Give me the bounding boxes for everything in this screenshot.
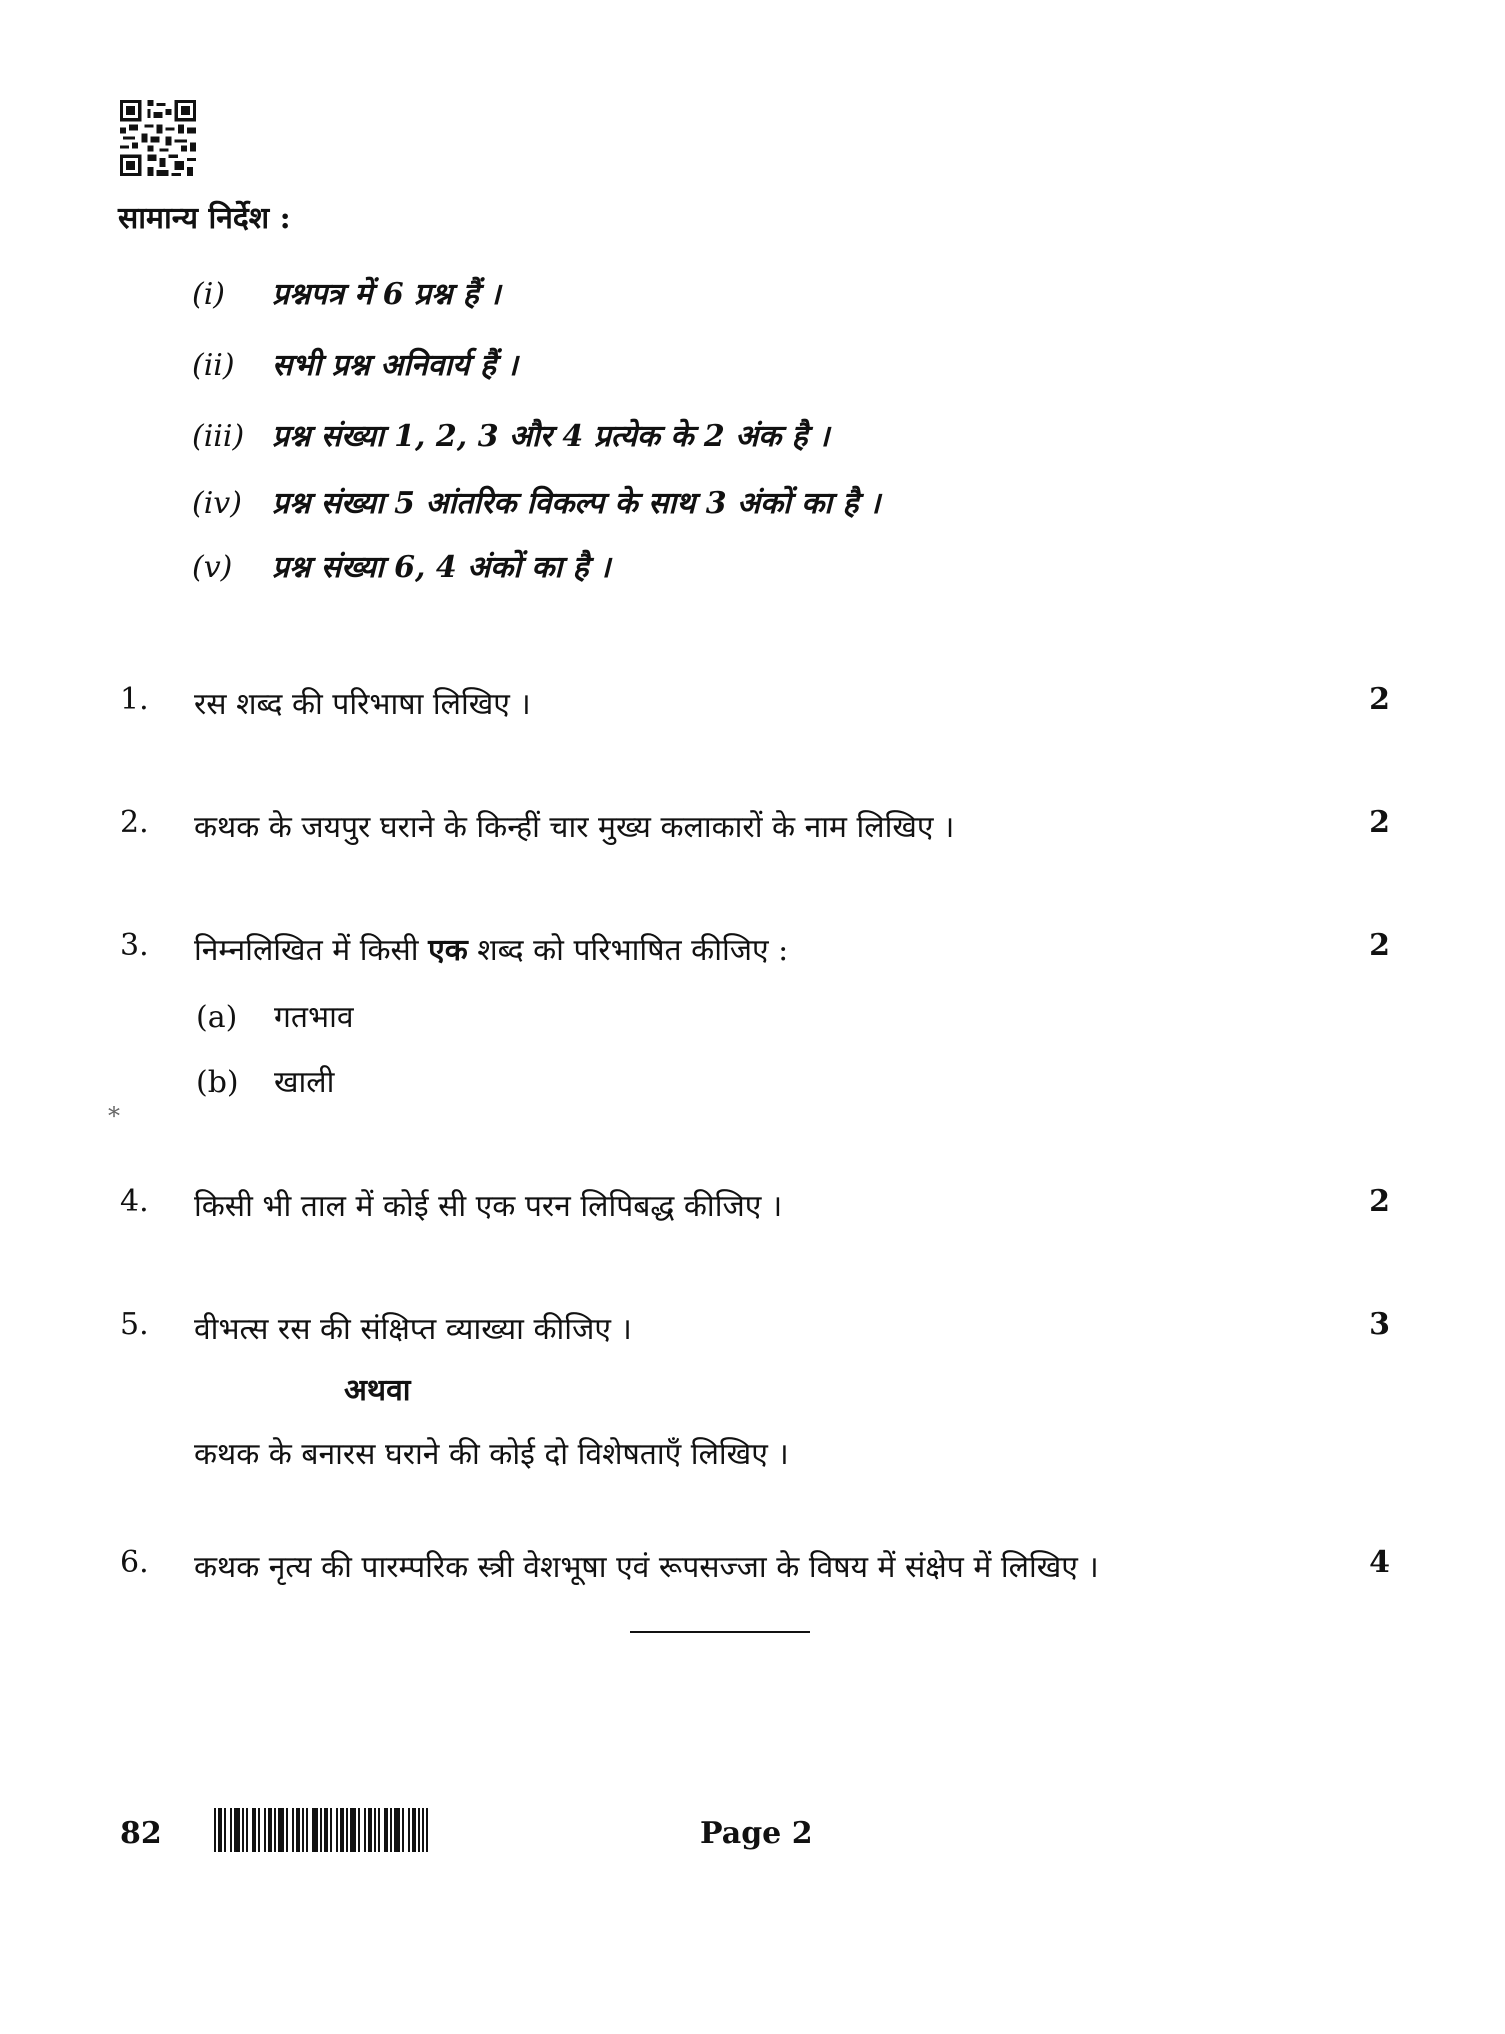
instruction-number: (ii) xyxy=(192,348,235,383)
instruction-number: (v) xyxy=(192,550,233,585)
instruction-item xyxy=(192,545,610,586)
question-number: 6. xyxy=(120,1545,149,1580)
instruction-number: (i) xyxy=(192,277,226,312)
question-number: 5. xyxy=(120,1307,149,1342)
instruction-item xyxy=(192,272,501,313)
instruction-text: प्रश्न संख्या 5 आंतरिक विकल्प के साथ 3 अंकों का है । xyxy=(272,486,881,521)
instruction-item xyxy=(192,481,880,522)
paper-code: 82 xyxy=(120,1816,162,1851)
question-5 xyxy=(120,1307,1390,1351)
margin-star-mark: * xyxy=(108,1102,120,1130)
option-label: (b) xyxy=(196,1065,239,1100)
instruction-emphasis: सभी xyxy=(272,348,322,383)
question-1 xyxy=(120,682,1390,726)
question-2 xyxy=(120,805,1390,849)
question-marks: 2 xyxy=(1369,928,1390,963)
instruction-item xyxy=(192,414,829,455)
question-text: रस शब्द की परिभाषा लिखिए । xyxy=(194,687,531,722)
question-text: वीभत्स रस की संक्षिप्त व्याख्या कीजिए । xyxy=(194,1312,632,1347)
page-number: Page 2 xyxy=(700,1816,813,1851)
question-text: निम्नलिखित में किसी एक शब्द को परिभाषित कीजिए : xyxy=(194,933,789,968)
option-a xyxy=(196,995,354,1036)
end-of-paper-rule xyxy=(630,1631,810,1633)
general-instructions-heading: सामान्य निर्देश : xyxy=(118,201,291,236)
question-marks: 2 xyxy=(1369,805,1390,840)
question-4 xyxy=(120,1184,1390,1228)
alternative-question-text: कथक के बनारस घराने की कोई दो विशेषताएँ लिखिए । xyxy=(194,1437,789,1472)
question-3 xyxy=(120,928,1390,972)
barcode-icon xyxy=(214,1808,428,1852)
instruction-number: (iv) xyxy=(192,486,242,521)
instruction-item xyxy=(192,343,518,384)
question-emphasis: एक xyxy=(428,933,468,968)
instruction-text: प्रश्न अनिवार्य हैं । xyxy=(321,348,518,383)
question-marks: 2 xyxy=(1369,682,1390,717)
question-text: कथक नृत्य की पारम्परिक स्त्री वेशभूषा एवं रूपसज्जा के विषय में संक्षेप में लिखिए । xyxy=(194,1550,1099,1585)
question-number: 1. xyxy=(120,682,149,717)
question-marks: 3 xyxy=(1369,1307,1390,1342)
instruction-text: प्रश्न संख्या 1, 2, 3 और 4 प्रत्येक के 2 अंक है । xyxy=(272,419,830,454)
instruction-text: प्रश्नपत्र में 6 प्रश्न हैं । xyxy=(272,277,501,312)
option-label: (a) xyxy=(196,1000,238,1035)
question-text: कथक के जयपुर घराने के किन्हीं चार मुख्य कलाकारों के नाम लिखिए । xyxy=(194,810,955,845)
question-number: 4. xyxy=(120,1184,149,1219)
option-b xyxy=(196,1060,334,1101)
instruction-number: (iii) xyxy=(192,419,245,454)
option-text: गतभाव xyxy=(274,1000,354,1035)
question-marks: 2 xyxy=(1369,1184,1390,1219)
question-marks: 4 xyxy=(1369,1545,1390,1580)
option-text: खाली xyxy=(274,1065,335,1100)
question-number: 3. xyxy=(120,928,149,963)
question-number: 2. xyxy=(120,805,149,840)
or-label: अथवा xyxy=(344,1373,411,1408)
qr-code-icon xyxy=(120,100,196,176)
instruction-text: प्रश्न संख्या 6, 4 अंकों का है । xyxy=(272,550,611,585)
question-text: किसी भी ताल में कोई सी एक परन लिपिबद्ध कीजिए । xyxy=(194,1189,783,1224)
question-6 xyxy=(120,1545,1390,1589)
